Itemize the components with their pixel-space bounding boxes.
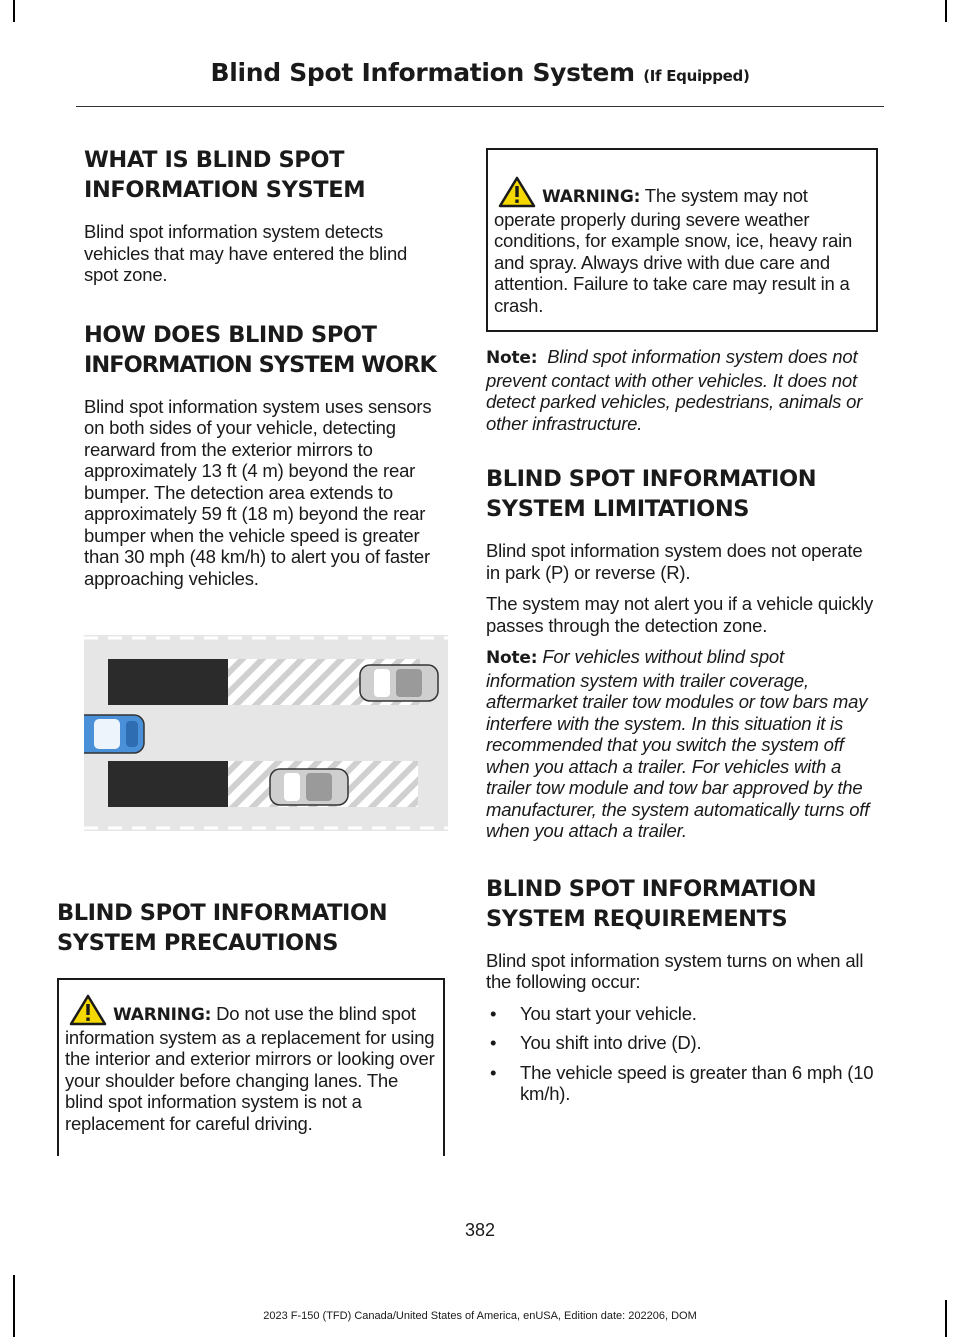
right-column bbox=[486, 148, 878, 1113]
left-lower-column bbox=[57, 898, 445, 1156]
requirements-intro: Blind spot information system turns on when all the following occur: bbox=[486, 949, 864, 992]
footer-edition: 2023 F-150 (TFD) Canada/United States of America, enUSA, Edition date: 202206, DOM bbox=[263, 1310, 697, 1322]
heading-precautions: BLIND SPOT INFORMATION SYSTEM PRECAUTIONS bbox=[57, 900, 388, 956]
crop-mark bbox=[13, 1275, 15, 1337]
list-item: • You shift into drive (D). bbox=[486, 1032, 878, 1054]
header-rule bbox=[76, 106, 884, 107]
warning-box bbox=[486, 148, 878, 332]
list-item: • The vehicle speed is greater than 6 mph (10 km/h). bbox=[486, 1062, 878, 1105]
page-header bbox=[0, 58, 960, 87]
page-number: 382 bbox=[464, 1220, 496, 1240]
header-title: Blind Spot Information System bbox=[210, 58, 635, 87]
other-vehicle-icon bbox=[270, 769, 348, 805]
left-column bbox=[84, 145, 446, 599]
own-vehicle-icon bbox=[84, 715, 144, 753]
requirements-list bbox=[486, 1003, 878, 1105]
list-item: • You start your vehicle. bbox=[486, 1003, 878, 1025]
warning-box bbox=[57, 978, 445, 1156]
note-trailer: Note: For vehicles without blind spot information system with trailer coverage, aftermarket trailer tow modules or tow bars may interfere with the system. In this situation it is recommended that you switch the system off when you attach a trailer. For vehicles with a trailer tow module and tow bar approved by the manufacturer, the system automatically turns off when you attach a trailer. bbox=[486, 646, 870, 841]
warning-text: Do not use the blind spot information system as a replacement for using the interior and exterior mirrors or looking over your shoulder before changing lanes. The blind spot information system is not a replacement for careful driving. bbox=[65, 1003, 435, 1134]
other-vehicle-icon bbox=[360, 665, 438, 701]
limitations-p2: The system may not alert you if a vehicle quickly passes through the detection zone. bbox=[486, 593, 874, 636]
zone-near-bottom bbox=[108, 761, 228, 807]
heading-limitations: BLIND SPOT INFORMATION SYSTEM LIMITATIONS bbox=[486, 466, 817, 522]
zone-near-top bbox=[108, 659, 228, 705]
warning-icon bbox=[498, 176, 536, 208]
heading-how-works: HOW DOES BLIND SPOT INFORMATION SYSTEM WORK bbox=[84, 321, 436, 378]
warning-label: WARNING: bbox=[542, 187, 641, 207]
warning-label: WARNING: bbox=[113, 1005, 212, 1025]
how-works-body: Blind spot information system uses sensors on both sides of your vehicle, detecting rearward from the exterior mirrors to approximately 13 ft (4 m) beyond the rear bumper. The detection area extends to approximately 59 ft (18 m) beyond the rear bumper when the vehicle speed is greater than 30 mph (48 km/h) to alert you of faster approaching vehicles. bbox=[84, 395, 432, 589]
header-subtitle: (If Equipped) bbox=[643, 67, 750, 85]
what-is-body: Blind spot information system detects vehicles that may have entered the blind spot zone. bbox=[84, 221, 408, 285]
warning-icon bbox=[69, 994, 107, 1026]
crop-mark bbox=[945, 0, 947, 22]
heading-what-is: WHAT IS BLIND SPOT INFORMATION SYSTEM bbox=[84, 147, 366, 203]
note-no-contact: Note: Blind spot information system does not prevent contact with other vehicles. It does not detect parked vehicles, pedestrians, animals or other infrastructure. bbox=[486, 346, 863, 434]
heading-requirements: BLIND SPOT INFORMATION SYSTEM REQUIREMENTS bbox=[486, 875, 817, 932]
crop-mark bbox=[13, 0, 15, 22]
warning-text: The system may not operate properly during severe weather conditions, for example snow, ice, heavy rain and spray. Always drive with due care and attention. Failure to take care may result in a crash. bbox=[494, 185, 853, 316]
limitations-p1: Blind spot information system does not operate in park (P) or reverse (R). bbox=[486, 540, 863, 583]
blind-spot-zone-diagram bbox=[84, 635, 448, 831]
